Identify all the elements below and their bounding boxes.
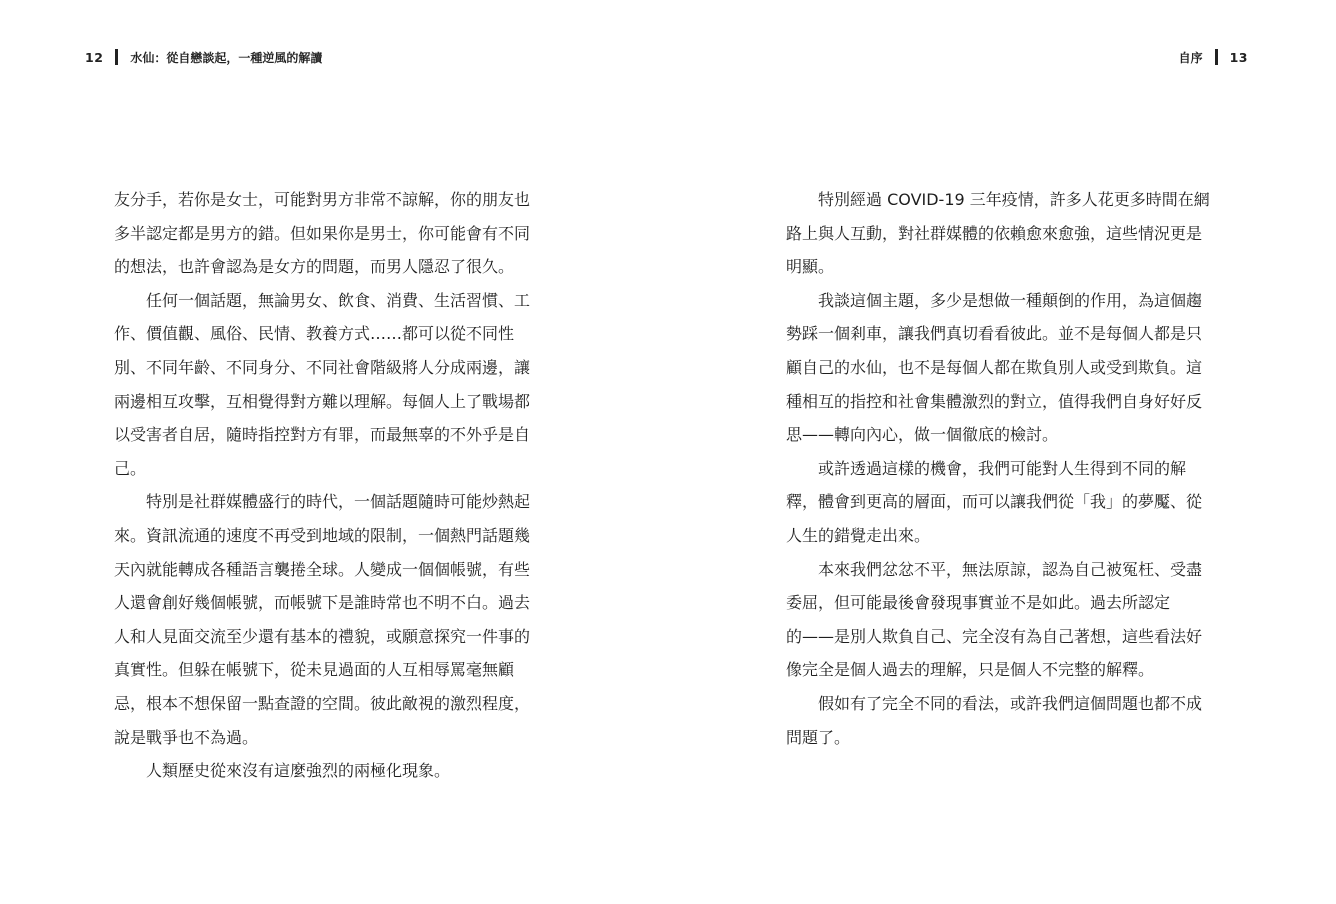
text-line: 種相互的指控和社會集體激烈的對立，值得我們自身好好反 (786, 391, 1203, 411)
section-title: 自序 (1178, 50, 1203, 65)
text-line: 說是戰爭也不為過。 (114, 727, 259, 747)
text-line: 或許透過這樣的機會，我們可能對人生得到不同的解 (818, 458, 1187, 478)
text-line: 路上與人互動，對社群媒體的依賴愈來愈強，這些情況更是 (786, 223, 1203, 243)
text-line: 別、不同年齡、不同身分、不同社會階級將人分成兩邊，讓 (114, 357, 531, 377)
text-line: 思——轉向內心，做一個徹底的檢討。 (786, 425, 1059, 445)
text-line: 問題了。 (786, 727, 851, 747)
text-line: 委屈，但可能最後會發現事實並不是如此。過去所認定 (786, 593, 1171, 613)
text-line: 本來我們忿忿不平，無法原諒，認為自己被冤枉、受盡 (818, 559, 1203, 579)
header-divider-bar (1215, 49, 1218, 65)
right-running-header (1179, 47, 1248, 67)
text-line: 多半認定都是男方的錯。但如果你是男士，你可能會有不同 (114, 223, 531, 243)
text-line: 釋，體會到更高的層面，而可以讓我們從「我」的夢魘、從 (786, 492, 1203, 512)
left-body-text (114, 183, 554, 788)
text-line: 我談這個主題，多少是想做一種顛倒的作用，為這個趨 (818, 290, 1203, 310)
text-line: 人生的錯覺走出來。 (786, 525, 931, 545)
left-page-number: 12 (85, 49, 104, 65)
text-line: 特別經過 COVID-19 三年疫情，許多人花更多時間在網 (818, 190, 1210, 209)
text-line: 天內就能轉成各種語言襲捲全球。人變成一個個帳號，有些 (114, 559, 531, 579)
right-page-number: 13 (1229, 49, 1248, 65)
text-line: 人類歷史從來沒有這麼強烈的兩極化現象。 (146, 761, 451, 781)
text-line: 作、價值觀、風俗、民情、教養方式……都可以從不同性 (114, 324, 515, 344)
right-page (668, 0, 1336, 904)
text-line: 顧自己的水仙，也不是每個人都在欺負別人或受到欺負。這 (786, 357, 1203, 377)
header-divider-bar (115, 49, 118, 65)
text-line: 假如有了完全不同的看法，或許我們這個問題也都不成 (818, 693, 1203, 713)
text-line: 忌，根本不想保留一點查證的空間。彼此敵視的激烈程度， (114, 693, 531, 713)
text-line: 真實性。但躲在帳號下，從未見過面的人互相辱罵毫無顧 (114, 660, 515, 680)
book-title: 水仙：從自戀談起，一種逆風的解讀 (130, 50, 323, 65)
text-line: 己。 (114, 458, 147, 478)
text-line: 人還會創好幾個帳號，而帳號下是誰時常也不明不白。過去 (114, 593, 531, 613)
text-line: 任何一個話題，無論男女、飲食、消費、生活習慣、工 (146, 290, 531, 310)
right-body-text (786, 183, 1226, 754)
text-line: 兩邊相互攻擊，互相覺得對方難以理解。每個人上了戰場都 (114, 391, 531, 411)
text-line: 的——是別人欺負自己、完全沒有為自己著想，這些看法好 (786, 626, 1203, 646)
text-line: 友分手，若你是女士，可能對男方非常不諒解，你的朋友也 (114, 190, 531, 209)
text-line: 特別是社群媒體盛行的時代，一個話題隨時可能炒熱起 (146, 492, 531, 512)
text-line: 人和人見面交流至少還有基本的禮貌，或願意探究一件事的 (114, 626, 531, 646)
text-line: 來。資訊流通的速度不再受到地域的限制，一個熱門話題幾 (114, 525, 531, 545)
text-line: 以受害者自居，隨時指控對方有罪，而最無辜的不外乎是自 (114, 425, 531, 445)
text-line: 的想法，也許會認為是女方的問題，而男人隱忍了很久。 (114, 257, 515, 277)
text-line: 明顯。 (786, 257, 835, 277)
left-running-header (85, 47, 322, 67)
text-line: 像完全是個人過去的理解，只是個人不完整的解釋。 (786, 660, 1155, 680)
text-line: 勢踩一個剎車，讓我們真切看看彼此。並不是每個人都是只 (786, 324, 1203, 344)
